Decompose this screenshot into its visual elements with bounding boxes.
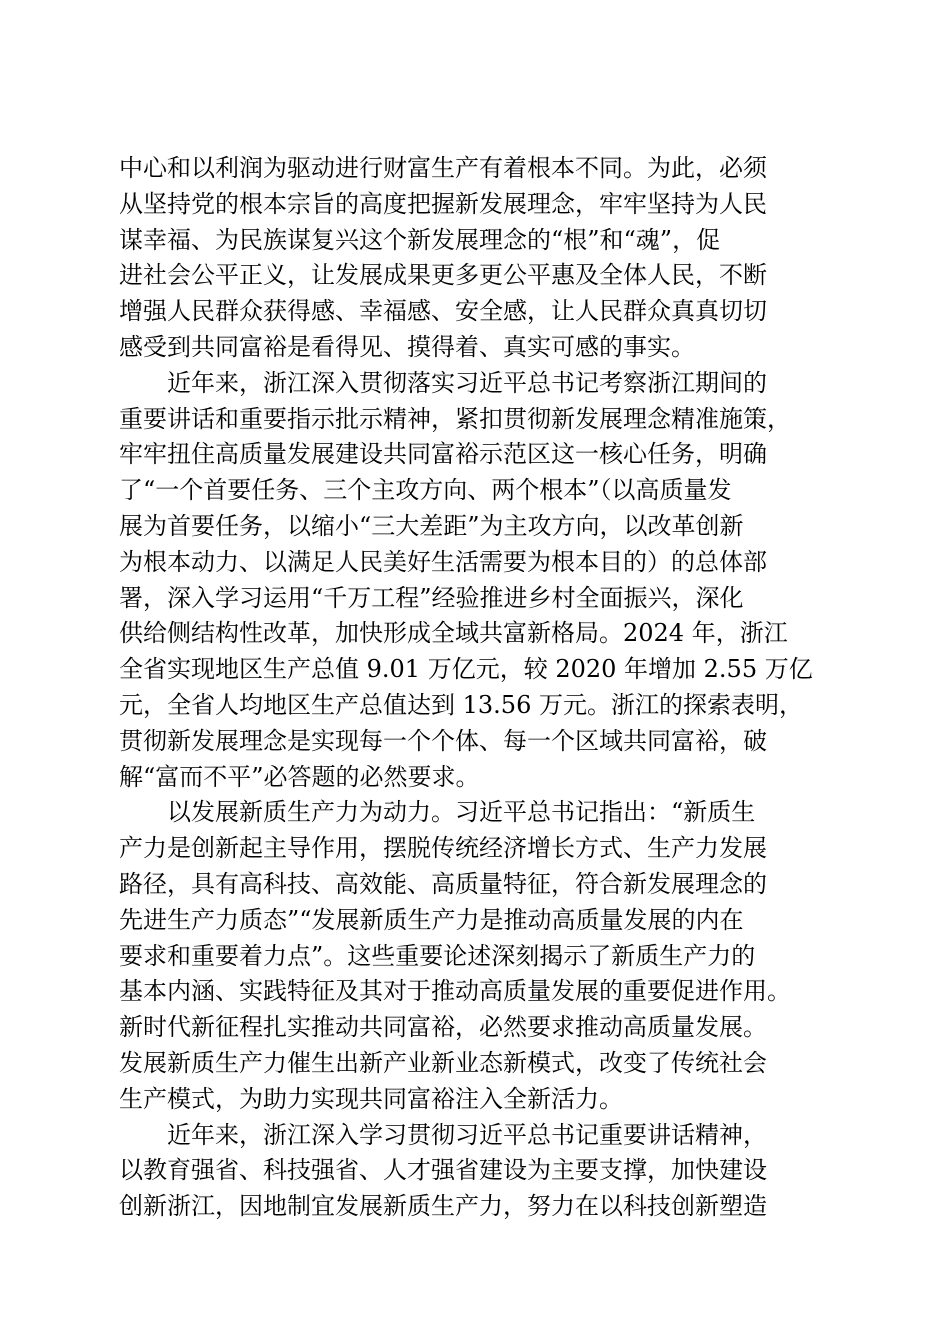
text-line: 新时代新征程扎实推动共同富裕，必然要求推动高质量发展。	[119, 1013, 767, 1042]
text-line: 了“一个首要任务、三个主攻方向、两个根本”（以高质量发	[119, 476, 732, 505]
text-line: 生产模式，为助力实现共同富裕注入全新活力。	[119, 1084, 623, 1113]
text-line: 从坚持党的根本宗旨的高度把握新发展理念，牢牢坚持为人民	[119, 189, 767, 218]
text-line: 展为首要任务，以缩小“三大差距”为主攻方向，以改革创新	[119, 511, 744, 540]
body-text	[119, 151, 829, 1225]
text-line: 近年来，浙江深入贯彻落实习近平总书记考察浙江期间的	[119, 368, 767, 397]
text-line: 为根本动力、以满足人民美好生活需要为根本目的）的总体部	[119, 547, 767, 576]
text-line: 近年来，浙江深入学习贯彻习近平总书记重要讲话精神，	[119, 1120, 767, 1149]
text-line: 要求和重要着力点”。这些重要论述深刻揭示了新质生产力的	[119, 941, 756, 970]
text-line: 全省实现地区生产总值 9.01 万亿元，较 2020 年增加 2.55 万亿	[119, 655, 813, 684]
text-line: 创新浙江，因地制宜发展新质生产力，努力在以科技创新塑造	[119, 1192, 767, 1221]
text-line: 产力是创新起主导作用，摆脱传统经济增长方式、生产力发展	[119, 834, 767, 863]
text-line: 发展新质生产力催生出新产业新业态新模式，改变了传统社会	[119, 1048, 767, 1077]
text-line: 基本内涵、实践特征及其对于推动高质量发展的重要促进作用。	[119, 977, 791, 1006]
text-line: 感受到共同富裕是看得见、摸得着、真实可感的事实。	[119, 332, 695, 361]
text-line: 供给侧结构性改革，加快形成全域共富新格局。2024 年，浙江	[119, 619, 788, 648]
text-line: 以教育强省、科技强省、人才强省建设为主要支撑，加快建设	[119, 1156, 767, 1185]
text-line: 增强人民群众获得感、幸福感、安全感，让人民群众真真切切	[119, 297, 767, 326]
text-line: 以发展新质生产力为动力。习近平总书记指出：“新质生	[119, 798, 756, 827]
text-line: 署，深入学习运用“千万工程”经验推进乡村全面振兴，深化	[119, 583, 744, 612]
text-line: 贯彻新发展理念是实现每一个个体、每一个区域共同富裕，破	[119, 726, 767, 755]
text-line: 重要讲话和重要指示批示精神，紧扣贯彻新发展理念精准施策，	[119, 404, 791, 433]
text-line: 中心和以利润为驱动进行财富生产有着根本不同。为此，必须	[119, 154, 767, 182]
text-line: 进社会公平正义，让发展成果更多更公平惠及全体人民，不断	[119, 261, 767, 290]
text-line: 路径，具有高科技、高效能、高质量特征，符合新发展理念的	[119, 869, 767, 898]
text-line: 元，全省人均地区生产总值达到 13.56 万元。浙江的探索表明，	[119, 690, 803, 719]
text-line: 牢牢扭住高质量发展建设共同富裕示范区这一核心任务，明确	[119, 440, 767, 469]
text-line: 谋幸福、为民族谋复兴这个新发展理念的“根”和“魂”，促	[119, 225, 721, 254]
text-line: 解“富而不平”必答题的必然要求。	[119, 762, 480, 791]
text-line: 先进生产力质态”“发展新质生产力是推动高质量发展的内在	[119, 905, 744, 934]
